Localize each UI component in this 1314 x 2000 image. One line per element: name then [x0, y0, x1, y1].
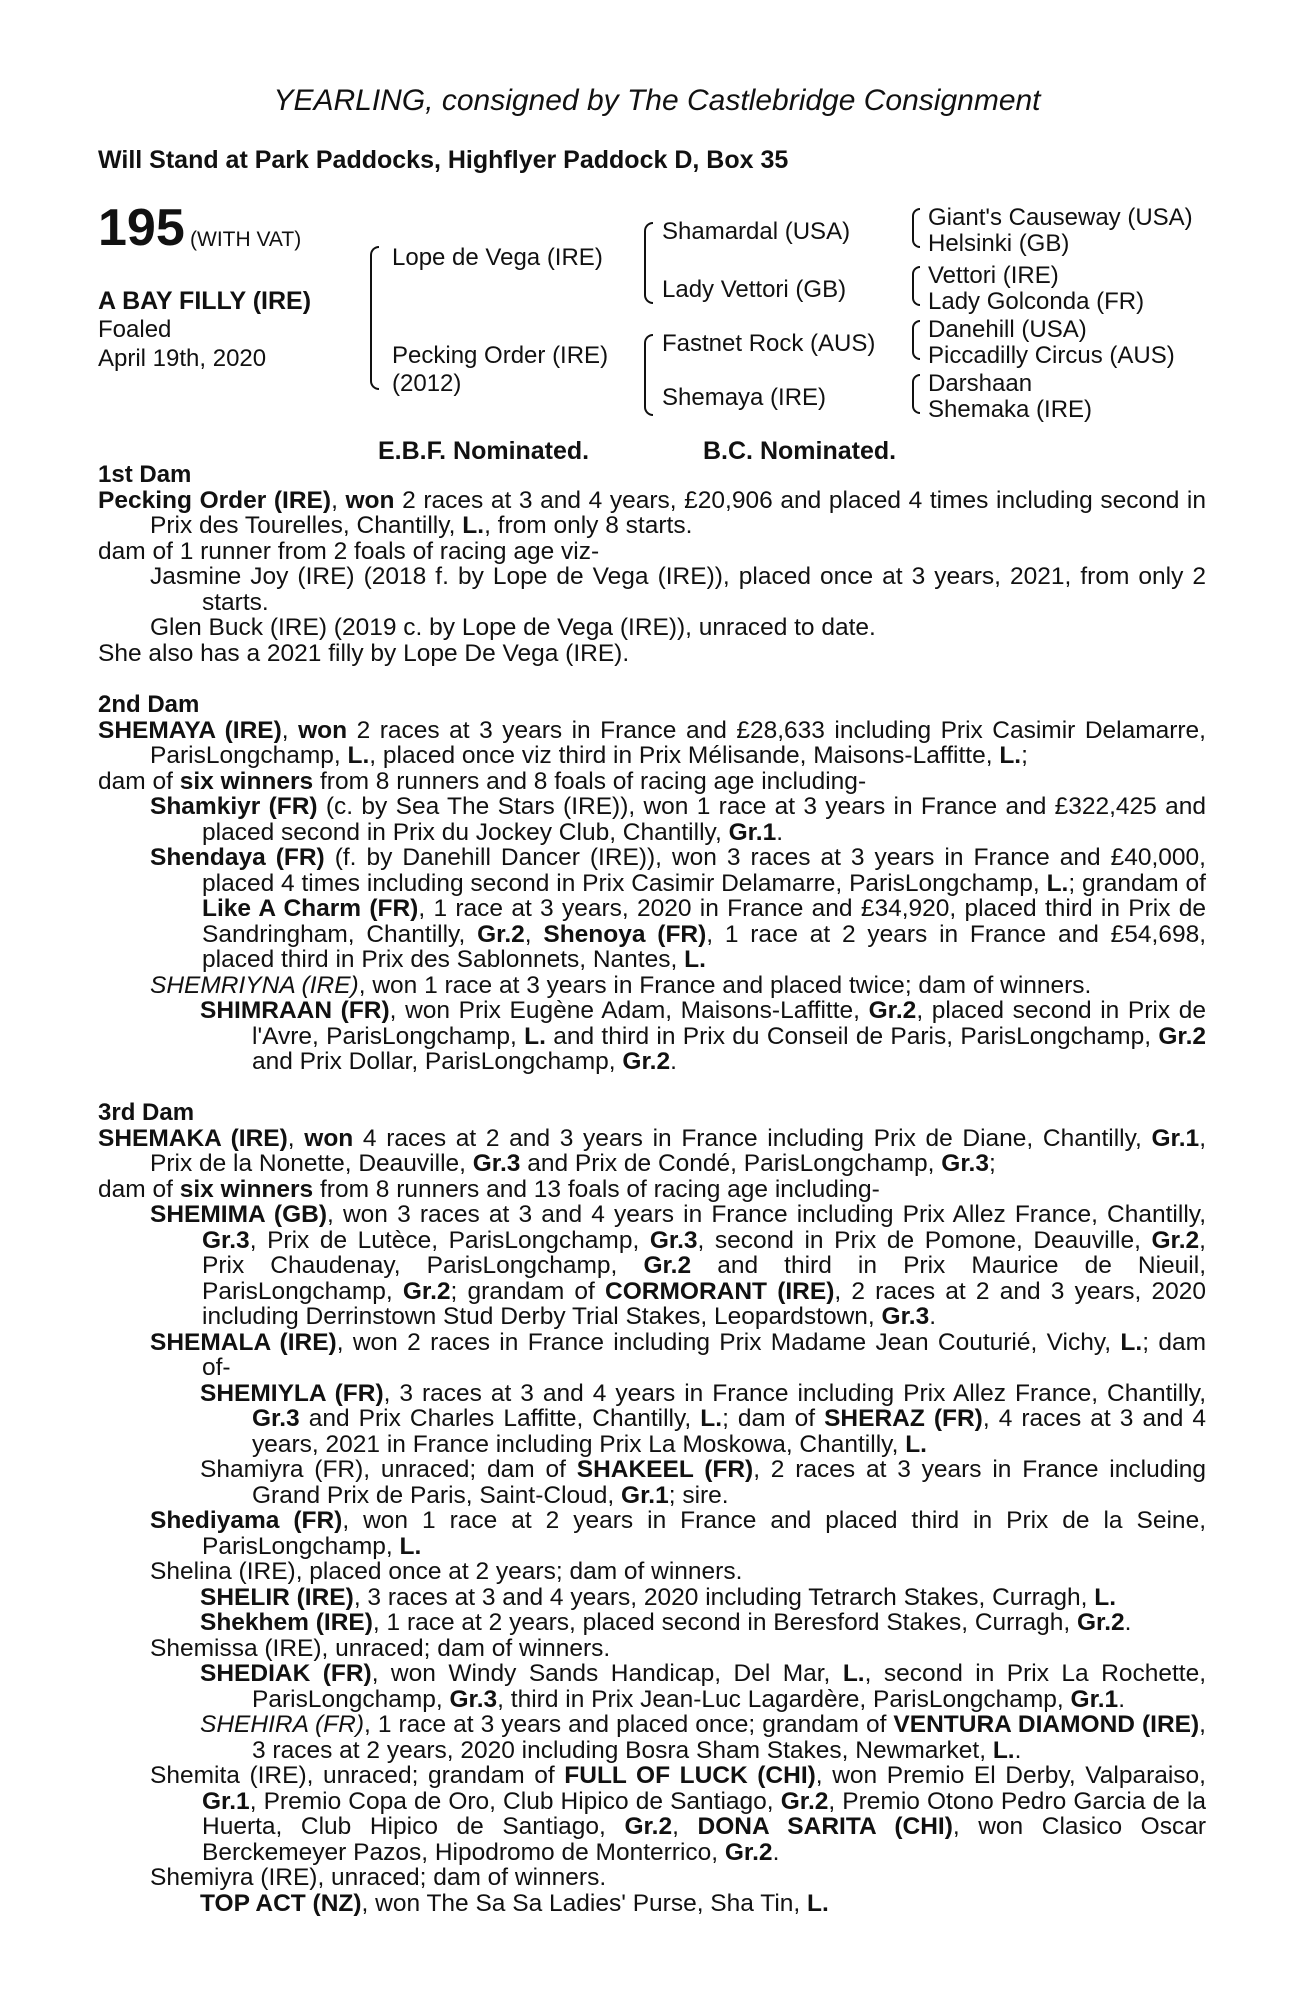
ss-dam: Helsinki (GB) [928, 230, 1070, 257]
entry-text: Shelina (IRE), placed once at 2 years; dam of winners. [150, 1558, 743, 1585]
horse-description: A BAY FILLY (IRE) [98, 287, 312, 315]
bold-text: Shekhem (IRE) [200, 1609, 373, 1636]
entry-text: , won Clasico Oscar Berckemeyer Pazos, Hipodromo de Monterrico, [202, 1813, 1206, 1866]
entry-text: , 3 races at 3 and 4 years, 2020 including Tetrarch Stakes, Curragh, [353, 1583, 1095, 1611]
bold-text: L. [462, 512, 485, 539]
pedigree-entry [98, 718, 1206, 769]
pedigree-entry [98, 769, 1206, 795]
bold-text: SHEDIAK (FR) [200, 1660, 372, 1687]
bold-text: SHAKEEL (FR) [576, 1456, 754, 1483]
entry-text: 2 races at 3 years in France and £28,633 including Prix Casimir Delamarre, ParisLongchamp, [150, 716, 1206, 769]
entry-text: dam of [98, 767, 180, 795]
bold-text: Gr.3 [941, 1150, 989, 1177]
bc-nomination: B.C. Nominated. [703, 437, 897, 465]
bold-text: won [345, 486, 395, 514]
entry-text: , 3 races at 2 years, 2020 including Bosra Sham Stakes, Newmarket, [252, 1711, 1206, 1764]
entry-text: , [287, 1124, 305, 1152]
entry-text: , 1 race at 3 years, 2020 in France and £34,920, placed third in Prix de Sandringham, Chantilly, [202, 895, 1206, 948]
entry-text: , won Windy Sands Handicap, Del Mar, [371, 1660, 843, 1687]
third-dam-body [98, 1126, 1206, 1917]
bold-text: L. [684, 946, 706, 973]
bold-text: SHERAZ (FR) [824, 1405, 983, 1432]
entry-text: from 8 runners and 8 foals of racing age including- [313, 767, 867, 795]
dam-sire: Fastnet Rock (AUS) [662, 330, 876, 357]
pedigree-entry [98, 1330, 1206, 1381]
first-dam-body [98, 488, 1206, 667]
entry-text: , placed once viz third in Prix Mélisande, Maisons-Laffitte, [369, 742, 1000, 769]
bold-text: Gr.2 [402, 1277, 451, 1305]
bold-text: FULL OF LUCK (CHI) [564, 1762, 816, 1789]
brace-dd [912, 374, 920, 414]
dam: Pecking Order (IRE) [392, 342, 609, 369]
ds-sire: Danehill (USA) [928, 316, 1087, 343]
pedigree-entry [98, 1177, 1206, 1203]
pedigree-entry [98, 1661, 1206, 1712]
dd-sire: Darshaan [928, 370, 1033, 397]
bold-text: Gr.3 [202, 1226, 250, 1254]
entry-text: , third in Prix Jean-Luc Lagardère, ParisLongchamp, [497, 1685, 1071, 1713]
entry-text: Shemissa (IRE), unraced; dam of winners. [150, 1634, 611, 1662]
entry-text: , won 1 race at 2 years in France and placed third in Prix de la Seine, ParisLongchamp, [202, 1507, 1206, 1560]
pedigree-entry [98, 1865, 1206, 1891]
entry-text: , Premio Copa de Oro, Club Hipico de Santiago, [249, 1787, 781, 1815]
pedigree-entry [98, 641, 1206, 667]
entry-text: , [281, 716, 299, 744]
entry-text: ; [988, 1150, 996, 1177]
pedigree-entry [98, 1457, 1206, 1508]
entry-text: , Premio Otono Pedro Garcia de la Huerta, Club Hipico de Santiago, [202, 1787, 1206, 1840]
entry-text: , won 1 race at 3 years in France and placed twice; dam of winners. [358, 971, 1092, 999]
sd-sire: Vettori (IRE) [928, 262, 1059, 289]
entry-text: , 2 races at 3 years in France including Grand Prix de Paris, Saint-Cloud, [252, 1456, 1207, 1509]
entry-text: , from only 8 starts. [484, 512, 693, 539]
brace-ds [912, 320, 920, 360]
bold-text: SHIMRAAN (FR) [200, 997, 390, 1024]
bold-text: L. [807, 1889, 829, 1917]
foaled-info [98, 315, 266, 373]
entry-text: dam of [98, 1175, 180, 1203]
first-dam-section [98, 462, 1206, 666]
pedigree-entry [98, 1202, 1206, 1330]
bold-text: Shamkiyr (FR) [150, 793, 318, 820]
pedigree-entry [98, 1126, 1206, 1177]
entry-text: 2 races at 3 and 4 years, £20,906 and placed 4 times including second in Prix des Tourelles, Chantilly, [150, 486, 1206, 539]
pedigree-entry [98, 1636, 1206, 1662]
entry-text: , second in Prix de Pomone, Deauville, [697, 1226, 1152, 1254]
pedigree-entry [98, 1891, 1206, 1917]
bold-text: VENTURA DIAMOND (IRE) [893, 1711, 1200, 1738]
entry-text: Shemita (IRE), unraced; grandam of [150, 1762, 565, 1789]
entry-text: , second in Prix La Rochette, ParisLongchamp, [252, 1660, 1206, 1713]
bold-text: Pecking Order (IRE) [98, 486, 332, 514]
entry-text: , 1 race at 3 years and placed once; grandam of [364, 1711, 894, 1738]
entry-text: , 1 race at 2 years, placed second in Beresford Stakes, Curragh, [372, 1609, 1077, 1636]
pedigree-entry [98, 1559, 1206, 1585]
bold-text: Shendaya (FR) [150, 844, 325, 871]
entry-text: Jasmine Joy (IRE) (2018 f. by Lope de Vega (IRE)), placed once at 3 years, 2021, from only 2 starts. [150, 563, 1206, 616]
bold-text: won [304, 1124, 354, 1152]
bold-text: L. [524, 1022, 546, 1050]
italic-text: SHEHIRA (FR) [200, 1711, 364, 1738]
ss-sire: Giant's Causeway (USA) [928, 204, 1193, 231]
entry-text: , [524, 920, 544, 948]
dam-year: (2012) [392, 370, 462, 397]
bold-text: Gr.2 [1158, 1022, 1207, 1050]
entry-text: and Prix Dollar, ParisLongchamp, [252, 1048, 623, 1075]
bold-text: SHELIR (IRE) [200, 1583, 354, 1611]
bold-text: SHEMIYLA (FR) [200, 1379, 384, 1407]
bold-text: Gr.2 [477, 920, 525, 948]
entry-text: , 4 races at 3 and 4 years, 2021 in France including Prix La Moskowa, Chantilly, [252, 1405, 1206, 1458]
second-dam-body [98, 718, 1206, 1075]
pedigree-entry [98, 973, 1206, 999]
bold-text: SHEMAKA (IRE) [98, 1124, 288, 1152]
italic-text: SHEMRIYNA (IRE) [150, 971, 359, 999]
bold-text: L. [1046, 869, 1069, 897]
stand-location: Will Stand at Park Paddocks, Highflyer Paddock D, Box 35 [98, 146, 789, 174]
lot-number: 195 [98, 199, 185, 257]
bold-text: L. [905, 1430, 927, 1458]
entry-text: She also has a 2021 filly by Lope De Vega (IRE). [98, 639, 630, 667]
entry-text: ; grandam of [450, 1277, 606, 1305]
entry-text: 4 races at 2 and 3 years in France including Prix de Diane, Chantilly, [353, 1124, 1152, 1152]
pedigree-entry [98, 1585, 1206, 1611]
foaled-date: April 19th, 2020 [98, 345, 267, 372]
bold-text: SHEMIMA (GB) [150, 1201, 328, 1228]
sire-sire: Shamardal (USA) [662, 218, 851, 245]
pedigree-entry [98, 998, 1206, 1075]
second-dam-section [98, 692, 1206, 1075]
entry-text: , 2 races at 2 and 3 years, 2020 including Derrinstown Stud Derby Trial Stakes, Leopardstown, [202, 1277, 1206, 1330]
bold-text: Gr.2 [622, 1048, 671, 1075]
pedigree-entry [98, 615, 1206, 641]
entry-text: , won The Sa Sa Ladies' Purse, Sha Tin, [361, 1889, 808, 1917]
entry-text: . [1124, 1609, 1132, 1636]
entry-text: . [776, 818, 784, 846]
entry-text: . [929, 1303, 937, 1330]
entry-text: dam of 1 runner from 2 foals of racing age viz- [98, 537, 600, 565]
bold-text: Gr.3 [881, 1303, 930, 1330]
entry-text: ; grandam of [1068, 869, 1206, 897]
entry-text: , won 2 races in France including Prix Madame Jean Couturié, Vichy, [336, 1328, 1121, 1356]
pedigree-entry [98, 1763, 1206, 1865]
bold-text: Gr.1 [1151, 1124, 1200, 1152]
entry-text: , won 3 races at 3 and 4 years in France including Prix Allez France, Chantilly, [327, 1201, 1206, 1228]
bold-text: L. [1120, 1328, 1143, 1356]
bold-text: Gr.2 [643, 1252, 692, 1279]
foaled-label: Foaled [98, 316, 172, 343]
bold-text: Gr.2 [724, 1838, 773, 1866]
dam-dam: Shemaya (IRE) [662, 384, 827, 411]
bold-text: six winners [179, 767, 314, 795]
pedigree-entry [98, 845, 1206, 973]
pedigree-entry [98, 794, 1206, 845]
bold-text: Gr.3 [449, 1685, 498, 1713]
ds-dam: Piccadilly Circus (AUS) [928, 342, 1175, 369]
brace-ss [912, 208, 920, 248]
bold-text: Gr.2 [1076, 1609, 1125, 1636]
pedigree-entry [98, 539, 1206, 565]
third-dam-heading: 3rd Dam [98, 1099, 195, 1126]
pedigree-entry [98, 1610, 1206, 1636]
entry-text: Shamiyra (FR), unraced; dam of [200, 1456, 577, 1483]
entry-text: , [672, 1813, 698, 1840]
bold-text: six winners [179, 1175, 314, 1203]
entry-text: . [772, 1838, 780, 1866]
entry-text: Shemiyra (IRE), unraced; dam of winners. [150, 1864, 607, 1891]
entry-text: , Prix de la Nonette, Deauville, [150, 1124, 1206, 1177]
bold-text: CORMORANT (IRE) [605, 1277, 835, 1305]
pedigree-entry [98, 1381, 1206, 1458]
bold-text: L. [399, 1532, 422, 1560]
third-dam-section [98, 1100, 1206, 1916]
bold-text: Gr.3 [252, 1405, 300, 1432]
page-title: YEARLING, consigned by The Castlebridge Consignment [273, 84, 1041, 117]
first-dam-heading: 1st Dam [98, 461, 192, 488]
bold-text: won [298, 716, 348, 744]
entry-text: (c. by Sea The Stars (IRE)), won 1 race at 3 years in France and £322,425 and placed second in Prix du Jockey Club, Chantilly, [202, 793, 1206, 846]
entry-text: , 1 race at 2 years in France and £54,698, placed third in Prix des Sablonnets, Nantes, [202, 920, 1207, 973]
second-dam-heading: 2nd Dam [98, 691, 200, 718]
pedigree-entry [98, 564, 1206, 615]
bold-text: L. [347, 742, 370, 769]
entry-text: . [670, 1048, 677, 1075]
bold-text: L. [700, 1405, 723, 1432]
entry-text: ; [1021, 742, 1028, 769]
bold-text: Gr.1 [202, 1787, 250, 1815]
bold-text: Gr.1 [728, 818, 777, 846]
entry-text: and Prix de Condé, ParisLongchamp, [520, 1150, 942, 1177]
bold-text: Gr.1 [621, 1481, 669, 1509]
bold-text: Shediyama (FR) [150, 1507, 343, 1534]
entry-text: from 8 runners and 13 foals of racing age including- [313, 1175, 880, 1203]
bold-text: Gr.2 [1151, 1226, 1200, 1254]
pedigree-entry [98, 488, 1206, 539]
brace-dam [644, 334, 653, 416]
bold-text: L. [1094, 1583, 1117, 1611]
bold-text: DONA SARITA (CHI) [697, 1813, 953, 1840]
vat-note: (WITH VAT) [190, 228, 302, 251]
entry-text: . [1118, 1685, 1126, 1713]
brace-sire [644, 222, 653, 304]
entry-text: , 3 races at 3 and 4 years in France including Prix Allez France, Chantilly, [383, 1379, 1207, 1407]
bold-text: L. [999, 742, 1022, 769]
entry-text: , [331, 486, 346, 514]
pedigree-entry [98, 1508, 1206, 1559]
bold-text: Gr.2 [868, 997, 917, 1024]
entry-text: , Prix de Lutèce, ParisLongchamp, [249, 1226, 650, 1254]
sire-dam: Lady Vettori (GB) [662, 276, 847, 303]
brace-sd [912, 266, 920, 306]
entry-text: , won Premio El Derby, Valparaiso, [815, 1762, 1206, 1789]
entry-text: ; dam of- [202, 1328, 1206, 1381]
dd-dam: Shemaka (IRE) [928, 396, 1093, 423]
bold-text: Like A Charm (FR) [202, 895, 419, 922]
entry-text: Glen Buck (IRE) (2019 c. by Lope de Vega (IRE)), unraced to date. [150, 614, 876, 641]
bold-text: L. [842, 1660, 865, 1687]
bold-text: Gr.1 [1070, 1685, 1119, 1713]
entry-text: , Prix Chaudenay, ParisLongchamp, [202, 1226, 1206, 1279]
bold-text: SHEMAYA (IRE) [98, 716, 282, 744]
bold-text: Gr.3 [649, 1226, 698, 1254]
entry-text: (f. by Danehill Dancer (IRE)), won 3 races at 3 years in France and £40,000, placed 4 times including second in Prix Casimir Delamarre, ParisLongchamp, [202, 844, 1206, 897]
bold-text: TOP ACT (NZ) [200, 1889, 362, 1917]
sd-dam: Lady Golconda (FR) [928, 288, 1145, 315]
sire: Lope de Vega (IRE) [392, 244, 603, 271]
bold-text: Gr.2 [780, 1787, 829, 1815]
entry-text: and third in Prix Maurice de Nieuil, ParisLongchamp, [202, 1252, 1207, 1305]
entry-text: , won Prix Eugène Adam, Maisons-Laffitte, [389, 997, 869, 1024]
bold-text: SHEMALA (IRE) [150, 1328, 337, 1356]
entry-text: ; sire. [668, 1481, 729, 1509]
entry-text: and Prix Charles Laffitte, Chantilly, [299, 1405, 701, 1432]
ebf-nomination: E.B.F. Nominated. [378, 437, 590, 465]
entry-text: and third in Prix du Conseil de Paris, ParisLongchamp, [545, 1022, 1159, 1050]
pedigree-entry [98, 1712, 1206, 1763]
brace-gen1 [370, 246, 379, 390]
entry-text: , placed second in Prix de l'Avre, ParisLongchamp, [252, 997, 1207, 1050]
bold-text: Shenoya (FR) [543, 920, 707, 948]
bold-text: Gr.3 [472, 1150, 521, 1177]
bold-text: L. [992, 1736, 1015, 1764]
bold-text: Gr.2 [624, 1813, 673, 1840]
entry-text: ; dam of [722, 1405, 825, 1432]
entry-text: . [1014, 1736, 1022, 1764]
